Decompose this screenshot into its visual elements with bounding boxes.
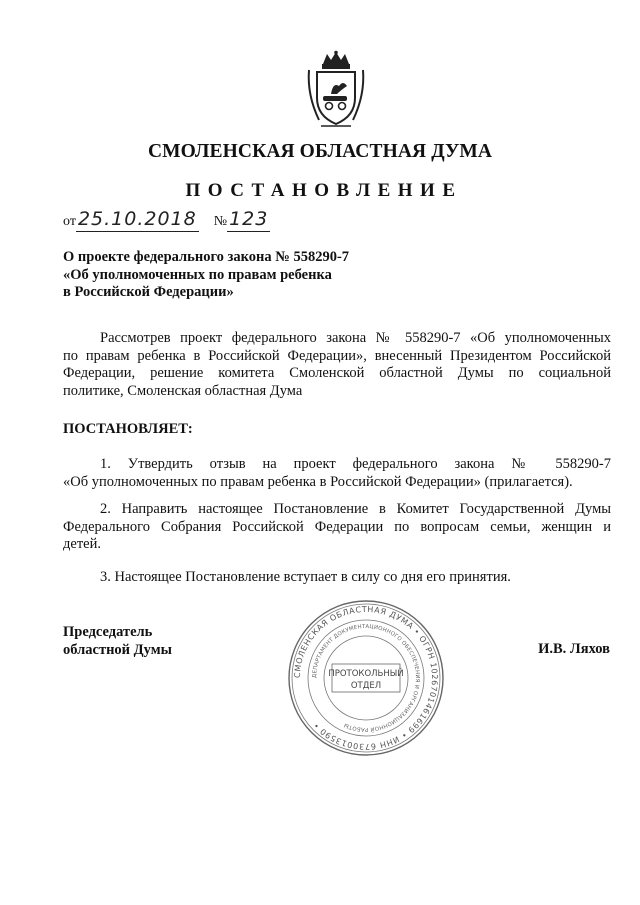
date-handwritten: 25.10.2018	[77, 208, 197, 230]
seal-ring-text: СМОЛЕНСКАЯ ОБЛАСТНАЯ ДУМА • ОГРН 1026701461699 • ИНН 6730013590 •	[292, 604, 440, 752]
subject-line: в Российской Федерации»	[63, 284, 234, 300]
seal-center-line: ПРОТОКОЛЬНЫЙ	[328, 669, 404, 679]
resolves-heading: ПОСТАНОВЛЯЕТ:	[63, 421, 193, 437]
seal-center-line: ОТДЕЛ	[350, 681, 382, 691]
subject-line: О проекте федерального закона № 558290-7	[63, 249, 350, 265]
item-line: Федерального Собрания Российской Федерации по вопросам семьи, женщин и	[63, 518, 611, 535]
seal-inner-ring-text: ДЕПАРТАМЕНТ ДОКУМЕНТАЦИОННОГО ОБЕСПЕЧЕНИЯ И ОРГАНИЗАЦИОННОЙ РАБОТЫ	[311, 623, 421, 733]
date-line	[63, 210, 270, 234]
item-line: 3. Настоящее Постановление вступает в силу со дня его принятия.	[100, 569, 511, 585]
signatory-name: И.В. Ляхов	[538, 641, 610, 657]
preamble-line: политике, Смоленская областная Дума	[63, 382, 303, 399]
date-prefix: от	[63, 214, 76, 229]
official-seal-icon	[286, 598, 446, 758]
item-line: 2. Направить настоящее Постановление в Комитет Государственной Думы	[100, 501, 611, 517]
preamble-paragraph	[63, 330, 611, 400]
item-line: детей.	[63, 536, 101, 552]
signatory-title-line: областной Думы	[63, 642, 172, 658]
preamble-line: по правам ребенка в Российской Федерации», внесенный Президентом Российской	[63, 347, 611, 364]
number-handwritten: 123	[229, 208, 269, 230]
item-line: «Об уполномоченных по правам ребенка в Российской Федерации» (прилагается).	[63, 473, 573, 490]
resolution-item-2	[63, 501, 611, 554]
document-type: ПОСТАНОВЛЕНИЕ	[185, 180, 463, 201]
coat-of-arms-icon	[303, 50, 369, 128]
item-line: 1. Утвердить отзыв на проект федерального закона № 558290-7	[100, 456, 611, 472]
preamble-line: Федерации, решение комитета Смоленской областной Думы по социальной	[63, 365, 611, 381]
resolution-item-3	[63, 569, 611, 587]
signatory-title-line: Председатель	[63, 624, 153, 640]
organization-title: СМОЛЕНСКАЯ ОБЛАСТНАЯ ДУМА	[147, 141, 493, 162]
preamble-line: Рассмотрев проект федерального закона № 558290-7 «Об уполномоченных	[100, 330, 611, 346]
subject-line: «Об уполномоченных по правам ребенка	[63, 266, 332, 283]
signatory-title	[63, 623, 172, 659]
resolution-item-1	[63, 456, 611, 491]
number-prefix: №	[213, 214, 228, 229]
document-subject	[63, 249, 393, 302]
